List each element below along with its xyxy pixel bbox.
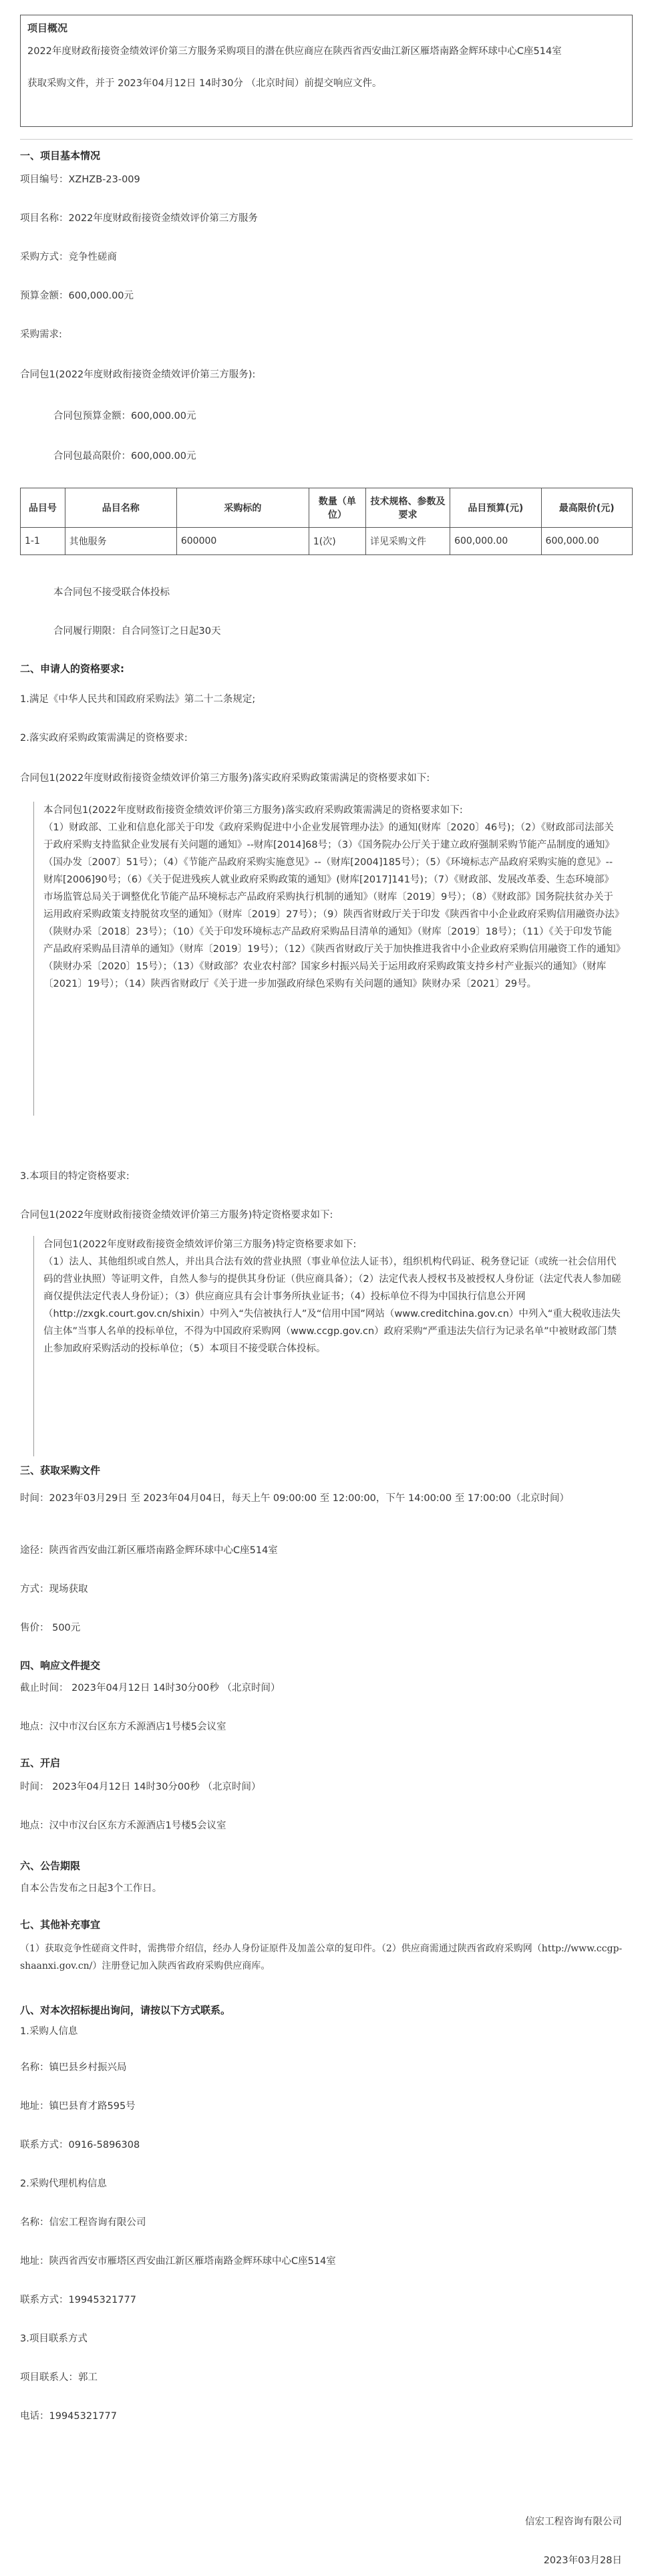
section-7-heading: 七、其他补充事宜 [20,1919,101,1931]
cell-item-name: 其他服务 [65,528,176,555]
project-contact-title: 3.项目联系方式 [20,2333,88,2344]
section-6-heading: 六、公告期限 [20,1860,81,1872]
col-item-budget: 品目预算(元) [450,488,541,528]
table-row [21,528,633,555]
table-header-row [21,488,633,528]
project-name: 项目名称：2022年度财政衔接资金绩效评价第三方服务 [20,213,258,224]
cell-item-no: 1-1 [21,528,65,555]
supplementary-matters: （1）获取竞争性磋商文件时，需携带介绍信，经办人身份证原件及加盖公章的复印件。（2）供应商需通过陕西省政府采购网（http://www.ccgp-shaanxi.gov.cn/）注册登记加入陕西省政府采购供应商库。 [20,1943,623,1971]
cell-quantity: 1(次) [309,528,365,555]
col-spec: 技术规格、参数及要求 [365,488,450,528]
agency-info-title: 2.采购代理机构信息 [20,2179,107,2189]
package-max-price: 合同包最高限价：600,000.00元 [53,451,196,462]
purchaser-address: 地址：镇巴县育才路595号 [20,2101,136,2112]
requirement-2: 2.落实政府采购政策需满足的资格要求: [20,733,188,744]
budget-amount: 预算金额：600,000.00元 [20,291,134,301]
acquire-way: 方式：现场获取 [20,1584,88,1595]
no-consortium-note: 本合同包不接受联合体投标 [53,587,170,598]
cell-subject: 600000 [176,528,309,555]
special-intro: 合同包1(2022年度财政衔接资金绩效评价第三方服务)特定资格要求如下: [43,1239,357,1250]
col-max-price: 最高限价(元) [541,488,632,528]
cell-max-price: 600,000.00 [541,528,632,555]
submission-deadline: 截止时间： 2023年04月12日 14时30分00秒 （北京时间） [20,1683,281,1694]
purchaser-name: 名称：镇巴县乡村振兴局 [20,2062,127,2073]
contract-period: 合同履行期限：自合同签订之日起30天 [53,626,221,637]
agency-phone: 联系方式：19945321777 [20,2295,136,2305]
section-8-heading: 八、对本次招标提出询问，请按以下方式联系。 [20,2004,231,2016]
contract-package: 合同包1(2022年度财政衔接资金绩效评价第三方服务): [20,369,256,380]
col-item-name: 品目名称 [65,488,176,528]
document-price: 售价： 500元 [20,1623,81,1633]
section-2-heading: 二、申请人的资格要求: [20,663,124,675]
project-number: 项目编号：XZHZB-23-009 [20,174,140,185]
project-contact-person: 项目联系人：郭工 [20,2372,98,2383]
cell-item-budget: 600,000.00 [450,528,541,555]
overview-line-2: 获取采购文件，并于 2023年04月12日 14时30分 （北京时间）前提交响应文件。 [27,78,382,89]
section-3-heading: 三、获取采购文件 [20,1464,101,1476]
purchaser-phone: 联系方式：0916-5896308 [20,2140,140,2150]
footer-company: 信宏工程咨询有限公司 [525,2517,622,2527]
cell-spec: 详见采购文件 [365,528,450,555]
section-5-heading: 五、开启 [20,1757,61,1769]
opening-place: 地点：汉中市汉台区东方禾源酒店1号楼5会议室 [20,1820,226,1831]
policy-requirements-block [33,802,621,1116]
package-budget: 合同包预算金额：600,000.00元 [53,411,196,422]
purchaser-info-title: 1.采购人信息 [20,2026,78,2037]
col-item-no: 品目号 [21,488,65,528]
agency-address: 地址：陕西省西安市雁塔区西安曲江新区雁塔南路金辉环球中心C座514室 [20,2256,336,2267]
col-quantity: 数量（单位） [309,488,365,528]
items-table [20,488,633,555]
acquire-time: 时间：2023年03月29日 至 2023年04月04日，每天上午 09:00:00 至 12:00:00，下午 14:00:00 至 17:00:00（北京时间） [20,1493,569,1504]
requirement-3-package: 合同包1(2022年度财政衔接资金绩效评价第三方服务)特定资格要求如下: [20,1210,333,1221]
special-text: （1）法人、其他组织或自然人，并出具合法有效的营业执照（事业单位法人证书），组织机构代码证、税务登记证（或统一社会信用代码的营业执照）等证明文件，自然人参与的提供其身份证（供应商具备）；（2）法定代表人授权书及被授权人身份证（法定代表人参加磋商仅提供法定代表人身份证）；（3）供应商应具有会计事务所执业证书；（4）投标单位不得为中国执行信息公开网（http://zxgk.court.gov.cn/shixin）中列入“失信被执行人”及“信用中国”网站（www.creditchina.gov.cn）中列入“重大税收违法失信主体”当事人名单的投标单位，不得为中国政府采购网（www.ccgp.gov.cn）政府采购“严重违法失信行为记录名单”中被财政部门禁止参加政府采购活动的投标单位；（5）本项目不接受联合体投标。 [43,1257,621,1354]
overview-line-1: 2022年度财政衔接资金绩效评价第三方服务采购项目的潜在供应商应在陕西省西安曲江新区雁塔南路金辉环球中心C座514室 [27,46,562,57]
overview-title: 项目概况 [27,22,68,34]
acquire-place: 途径：陕西省西安曲江新区雁塔南路金辉环球中心C座514室 [20,1545,278,1556]
policy-text: （1）财政部、工业和信息化部关于印发《政府采购促进中小企业发展管理办法》的通知(财库〔2020〕46号)；（2）《财政部司法部关于政府采购支持监狱企业发展有关问题的通知》--财库[2014]68号；（3）《国务院办公厅关于建立政府强制采购节能产品制度的通知》（国办发〔2007〕51号）；（4）《节能产品政府采购实施意见》--（财库[2004]185号）；（5）《环境标志产品政府采购实施的意见》--财库[2006]90号；（6）《关于促进残疾人就业政府采购政策的通知》(财库[2017]141号)；（7）《财政部、发展改革委、生态环境部》市场监管总局关于调整优化节能产品环境标志产品政府采购执行机制的通知》（财库〔2019〕9号）；（8）《财政部》国务院扶贫办关于运用政府采购政策支持脱贫攻坚的通知》（财库〔2019〕27号）；（9）陕西省财政厅关于印发《陕西省中小企业政府采购信用融资办法》（陕财办采〔2018〕23号）；（10）《关于印发环境标志产品政府采购品目清单的通知》（财库〔2019〕18号）；（11）《关于印发节能产品政府采购品目清单的通知》（财库〔2019〕19号）；（12）《陕西省财政厅关于加快推进我省中小企业政府采购信用融资工作的通知》（陕财办采〔2020〕15号）；（13）《财政部？农业农村部？国家乡村振兴局关于运用政府采购政策支持乡村产业振兴的通知》（财库〔2021〕19号）；（14）陕西省财政厅《关于进一步加强政府绿色采购有关问题的通知》陕财办采〔2021〕29号。 [43,822,621,989]
procurement-method: 采购方式：竞争性磋商 [20,252,117,263]
section-1-heading: 一、项目基本情况 [20,150,101,162]
col-subject: 采购标的 [176,488,309,528]
project-overview-box [20,15,633,127]
requirement-2-package: 合同包1(2022年度财政衔接资金绩效评价第三方服务)落实政府采购政策需满足的资格要求如下: [20,773,430,784]
footer-date: 2023年03月28日 [543,2555,622,2566]
notice-period: 自本公告发布之日起3个工作日。 [20,1883,162,1894]
divider [20,139,633,140]
procurement-requirement: 采购需求: [20,329,62,340]
special-requirements-block [33,1236,621,1456]
requirement-1: 1.满足《中华人民共和国政府采购法》第二十二条规定; [20,694,256,705]
requirement-3: 3.本项目的特定资格要求: [20,1171,130,1182]
policy-intro: 本合同包1(2022年度财政衔接资金绩效评价第三方服务)落实政府采购政策需满足的资格要求如下: [43,805,463,816]
agency-name: 名称：信宏工程咨询有限公司 [20,2217,146,2228]
opening-time: 时间： 2023年04月12日 14时30分00秒 （北京时间） [20,1782,261,1792]
submission-place: 地点：汉中市汉台区东方禾源酒店1号楼5会议室 [20,1722,226,1732]
section-4-heading: 四、响应文件提交 [20,1659,101,1671]
project-contact-phone: 电话：19945321777 [20,2411,117,2422]
